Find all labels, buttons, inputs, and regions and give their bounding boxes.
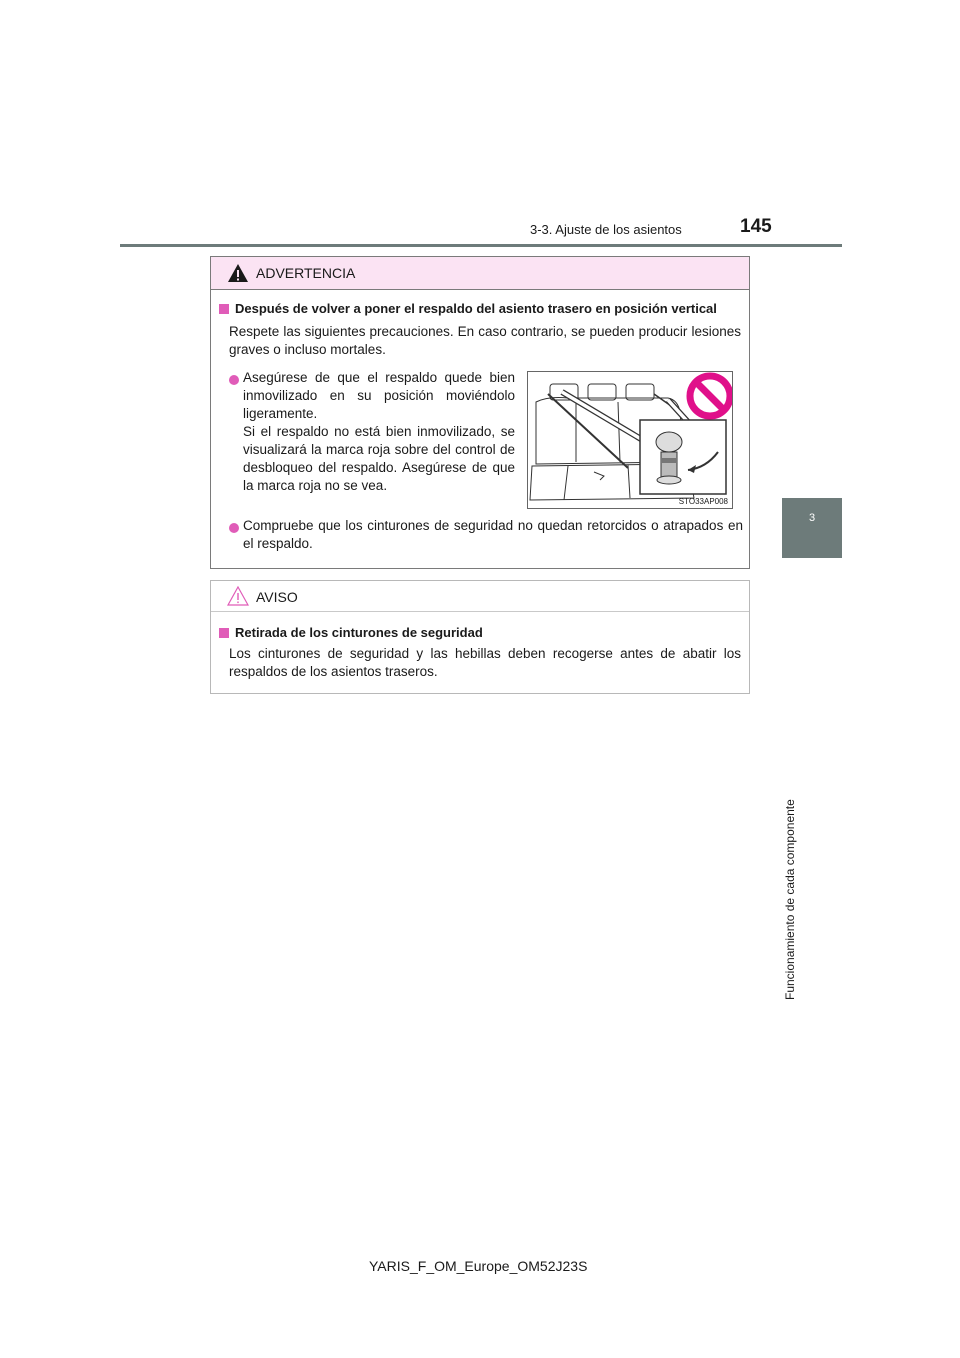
caution-triangle-icon	[227, 586, 249, 606]
rear-seat-drawing	[528, 372, 732, 508]
caution-header	[211, 581, 749, 612]
figure-code: STO33AP008	[678, 497, 728, 506]
chapter-title: 3-3. Ajuste de los asientos	[530, 222, 682, 237]
warning-heading	[219, 301, 717, 316]
bullet-line: la marca roja no se vea.	[243, 478, 388, 493]
section-side-label-text: Funcionamiento de cada componente	[783, 799, 797, 1000]
footer-doc-code: YARIS_F_OM_Europe_OM52J23S	[369, 1258, 588, 1274]
bullet-line: Si el respaldo no está bien inmovilizado, se	[243, 424, 515, 439]
warning-bullet-2: Compruebe que los cinturones de seguridad no quedan retorcidos o atrapados en el respaldo.	[243, 518, 743, 551]
caution-heading-text: Retirada de los cinturones de seguridad	[235, 625, 483, 640]
round-bullet-icon	[229, 523, 239, 533]
seat-illustration	[527, 371, 733, 509]
warning-intro: Respete las siguientes precauciones. En caso contrario, se pueden producir lesiones graves o incluso mortales.	[229, 324, 741, 357]
chapter-tab: 3	[782, 498, 842, 558]
bullet-line: Asegúrese de que el respaldo quede bien	[243, 370, 515, 385]
bullet-line: inmovilizado en su posición moviéndolo	[243, 388, 515, 403]
header-rule	[120, 244, 842, 247]
caution-text: Los cinturones de seguridad y las hebillas deben recogerse antes de abatir los respaldos de los asientos traseros.	[229, 646, 741, 679]
warning-title: ADVERTENCIA	[256, 265, 356, 281]
warning-box	[210, 256, 750, 569]
caution-heading	[219, 625, 483, 640]
page-number: 145	[740, 216, 772, 237]
square-bullet-icon	[219, 304, 229, 314]
warning-heading-text: Después de volver a poner el respaldo del asiento trasero en posición vertical	[235, 301, 717, 316]
caution-box	[210, 580, 750, 694]
bullet-line: desbloqueo del respaldo. Asegúrese de que	[243, 460, 515, 475]
warning-header	[211, 257, 749, 290]
caution-title: AVISO	[256, 589, 298, 605]
warning-bullet-1	[243, 369, 515, 495]
round-bullet-icon	[229, 375, 239, 385]
bullet-line: visualizará la marca roja sobre del control de	[243, 442, 515, 457]
square-bullet-icon	[219, 628, 229, 638]
bullet-line: ligeramente.	[243, 406, 318, 421]
warning-triangle-icon	[227, 263, 249, 283]
section-side-label	[783, 780, 813, 1000]
